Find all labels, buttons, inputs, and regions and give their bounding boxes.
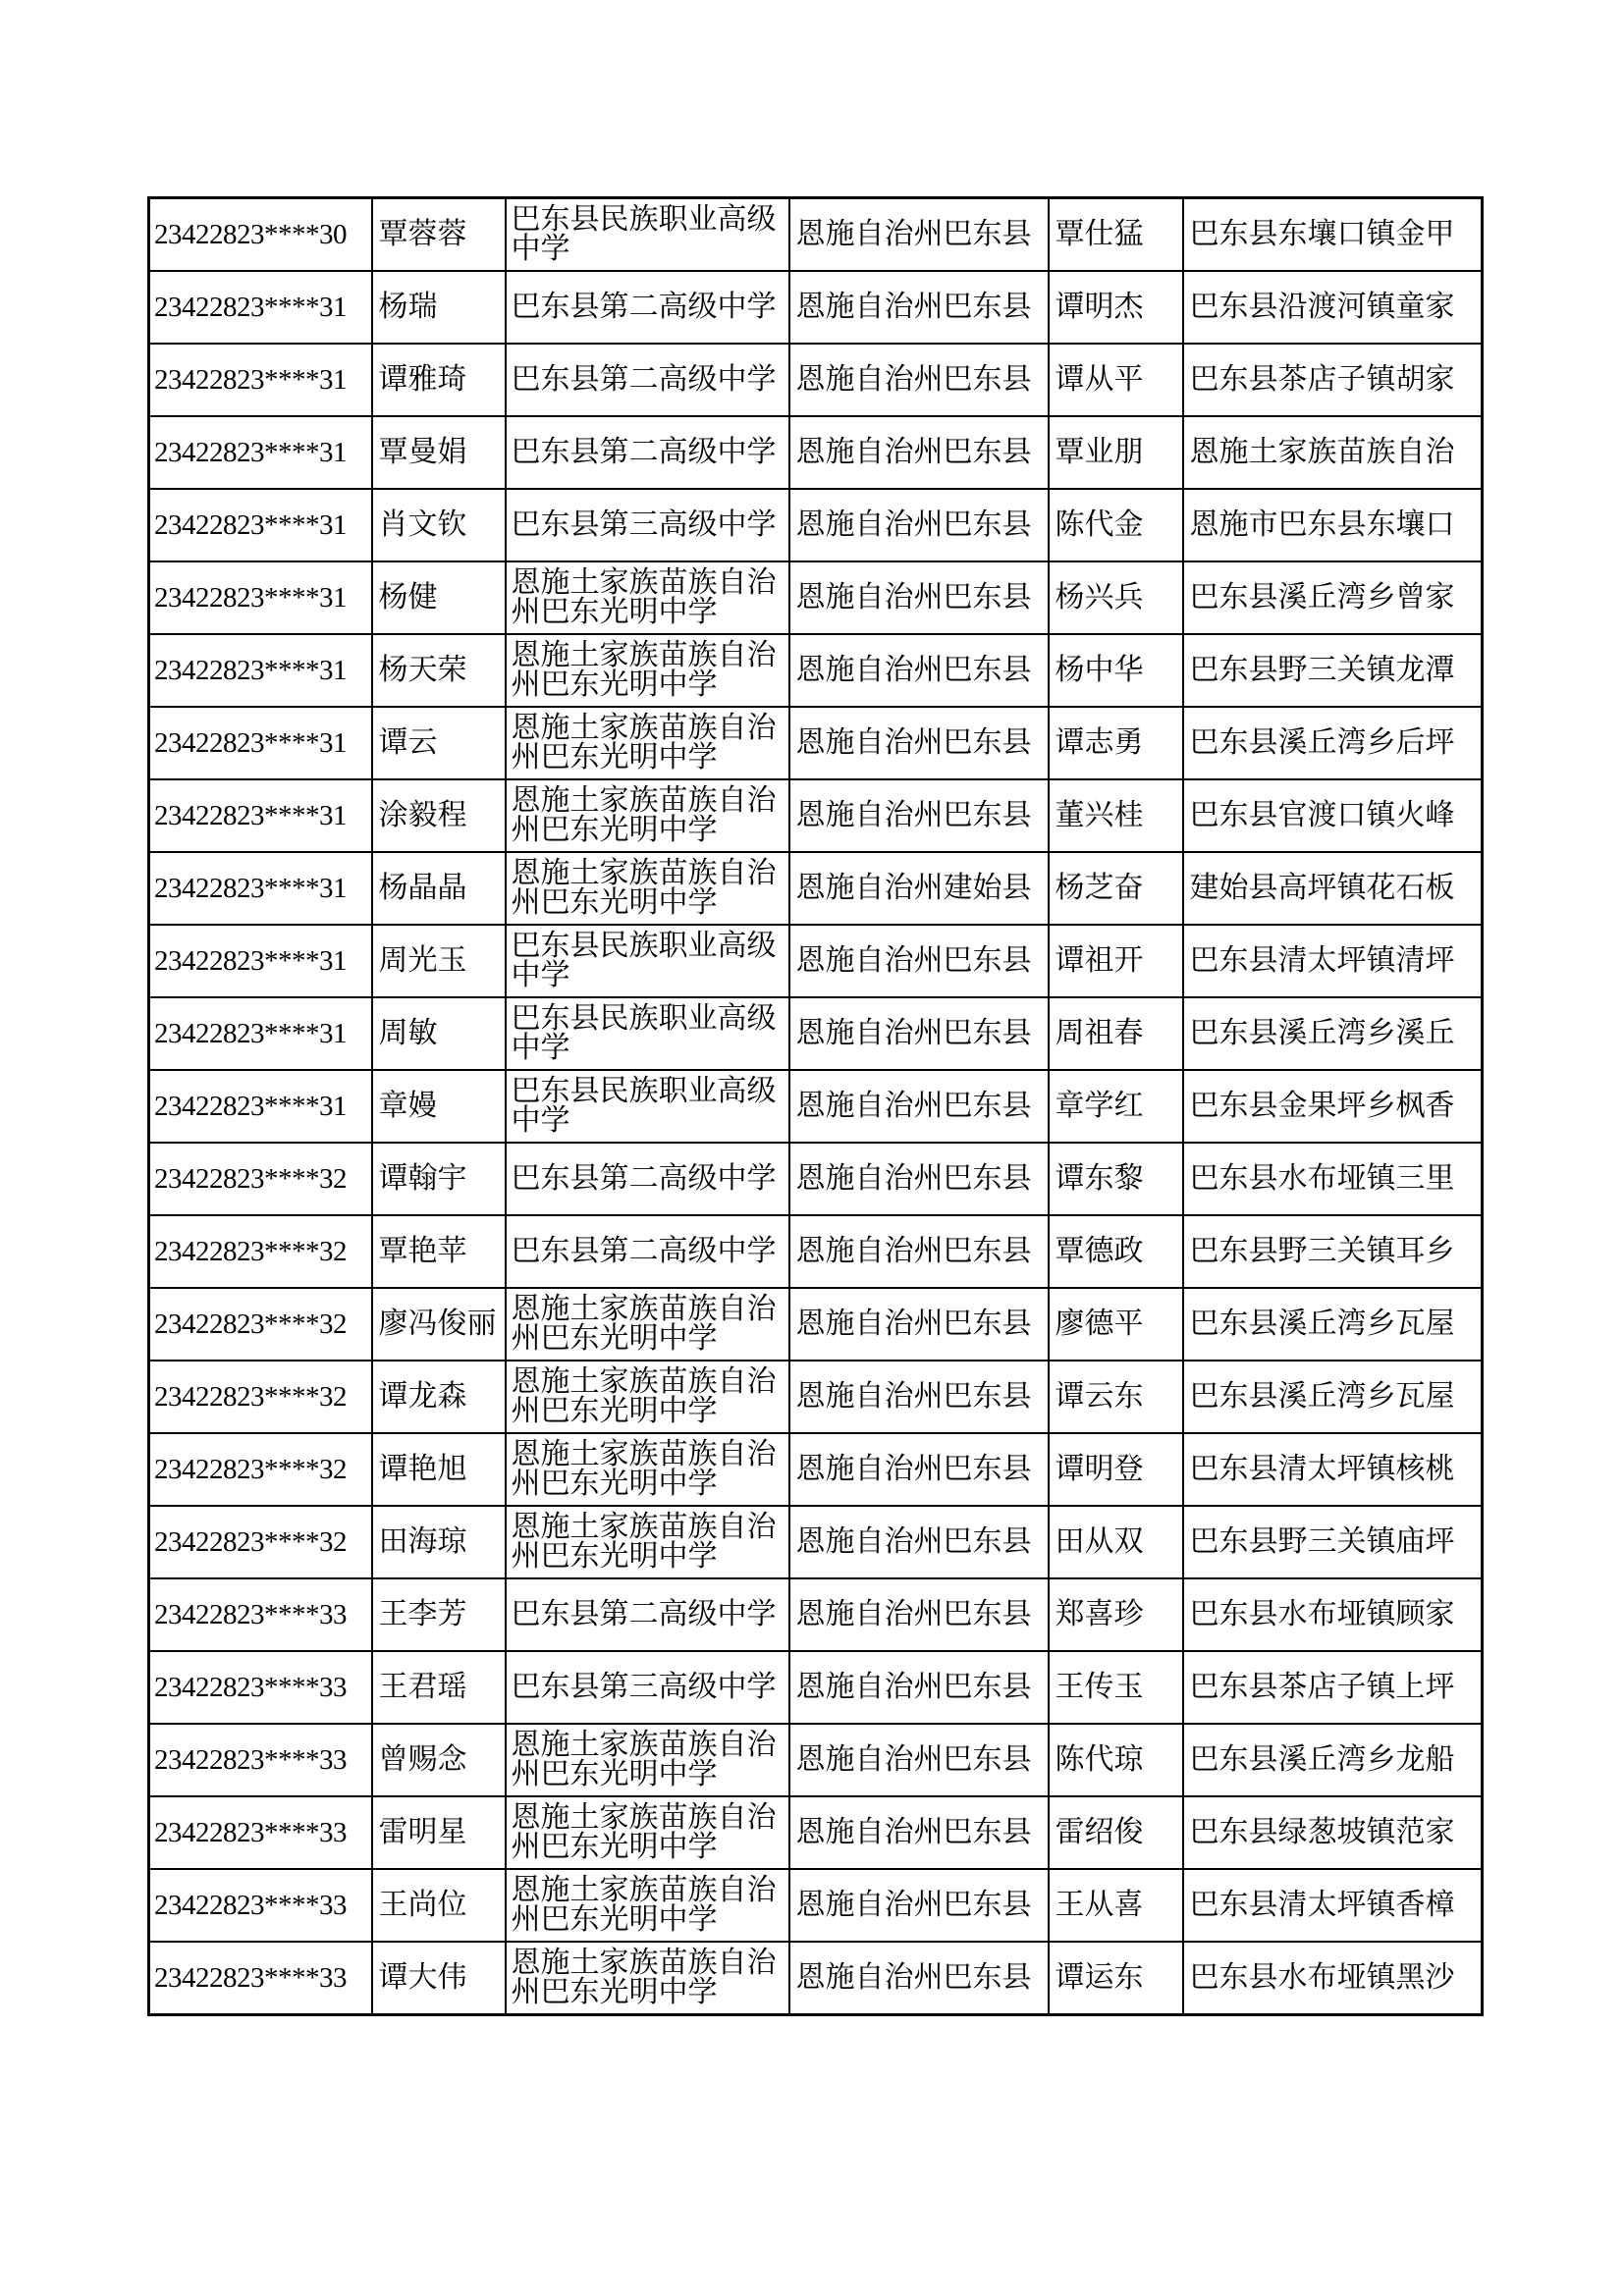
address-cell: 巴东县清太坪镇香樟: [1183, 1869, 1483, 1942]
student-name-cell: 涂毅程: [372, 779, 506, 852]
address-cell: 巴东县野三关镇耳乡: [1183, 1215, 1483, 1288]
address-cell: 巴东县水布垭镇三里: [1183, 1143, 1483, 1215]
student-name-cell: 覃曼娟: [372, 416, 506, 489]
address-cell: 巴东县溪丘湾乡曾家: [1183, 561, 1483, 634]
address-cell: 恩施市巴东县东壤口: [1183, 489, 1483, 561]
table-row: [149, 1869, 1483, 1942]
region-cell: 恩施自治州巴东县: [789, 634, 1049, 707]
address-cell: 巴东县野三关镇龙潭: [1183, 634, 1483, 707]
school-cell: 巴东县第二高级中学: [506, 344, 789, 416]
guardian-name-cell: 章学红: [1049, 1070, 1183, 1143]
id-number-cell: 23422823****31: [149, 779, 372, 852]
id-number-cell: 23422823****33: [149, 1724, 372, 1796]
student-name-cell: 雷明星: [372, 1796, 506, 1869]
table-row: [149, 925, 1483, 997]
address-cell: 巴东县溪丘湾乡龙船: [1183, 1724, 1483, 1796]
table-row: [149, 1796, 1483, 1869]
school-cell: 巴东县第二高级中学: [506, 271, 789, 344]
address-cell: 巴东县溪丘湾乡后坪: [1183, 707, 1483, 779]
table-row: [149, 1942, 1483, 2015]
id-number-cell: 23422823****32: [149, 1506, 372, 1578]
address-cell: 巴东县水布垭镇顾家: [1183, 1578, 1483, 1651]
student-name-cell: 田海琼: [372, 1506, 506, 1578]
school-cell: 巴东县第二高级中学: [506, 1215, 789, 1288]
student-name-cell: 覃艳苹: [372, 1215, 506, 1288]
guardian-name-cell: 周祖春: [1049, 997, 1183, 1070]
id-number-cell: 23422823****31: [149, 344, 372, 416]
guardian-name-cell: 谭云东: [1049, 1361, 1183, 1433]
id-number-cell: 23422823****33: [149, 1578, 372, 1651]
id-number-cell: 23422823****31: [149, 852, 372, 925]
student-roster-table: [147, 196, 1484, 2016]
id-number-cell: 23422823****31: [149, 271, 372, 344]
student-name-cell: 覃蓉蓉: [372, 198, 506, 272]
id-number-cell: 23422823****33: [149, 1869, 372, 1942]
address-cell: 巴东县清太坪镇清坪: [1183, 925, 1483, 997]
table-row: [149, 852, 1483, 925]
address-cell: 建始县高坪镇花石板: [1183, 852, 1483, 925]
id-number-cell: 23422823****31: [149, 925, 372, 997]
guardian-name-cell: 董兴桂: [1049, 779, 1183, 852]
id-number-cell: 23422823****30: [149, 198, 372, 272]
table-row: [149, 1215, 1483, 1288]
region-cell: 恩施自治州巴东县: [789, 925, 1049, 997]
id-number-cell: 23422823****31: [149, 707, 372, 779]
region-cell: 恩施自治州巴东县: [789, 1143, 1049, 1215]
student-name-cell: 曾赐念: [372, 1724, 506, 1796]
address-cell: 巴东县溪丘湾乡溪丘: [1183, 997, 1483, 1070]
guardian-name-cell: 谭祖开: [1049, 925, 1183, 997]
region-cell: 恩施自治州巴东县: [789, 416, 1049, 489]
guardian-name-cell: 覃仕猛: [1049, 198, 1183, 272]
school-cell: 巴东县第二高级中学: [506, 416, 789, 489]
school-cell: 恩施土家族苗族自治州巴东光明中学: [506, 1361, 789, 1433]
guardian-name-cell: 谭明杰: [1049, 271, 1183, 344]
id-number-cell: 23422823****32: [149, 1215, 372, 1288]
region-cell: 恩施自治州巴东县: [789, 779, 1049, 852]
guardian-name-cell: 谭从平: [1049, 344, 1183, 416]
guardian-name-cell: 廖德平: [1049, 1288, 1183, 1361]
student-name-cell: 周敏: [372, 997, 506, 1070]
guardian-name-cell: 谭志勇: [1049, 707, 1183, 779]
table-row: [149, 997, 1483, 1070]
id-number-cell: 23422823****32: [149, 1143, 372, 1215]
guardian-name-cell: 杨兴兵: [1049, 561, 1183, 634]
guardian-name-cell: 陈代金: [1049, 489, 1183, 561]
table-row: [149, 707, 1483, 779]
region-cell: 恩施自治州巴东县: [789, 1942, 1049, 2015]
guardian-name-cell: 谭明登: [1049, 1433, 1183, 1506]
table-row: [149, 1143, 1483, 1215]
address-cell: 巴东县沿渡河镇童家: [1183, 271, 1483, 344]
school-cell: 恩施土家族苗族自治州巴东光明中学: [506, 1796, 789, 1869]
student-name-cell: 谭云: [372, 707, 506, 779]
school-cell: 恩施土家族苗族自治州巴东光明中学: [506, 779, 789, 852]
student-name-cell: 谭艳旭: [372, 1433, 506, 1506]
region-cell: 恩施自治州巴东县: [789, 344, 1049, 416]
id-number-cell: 23422823****32: [149, 1433, 372, 1506]
region-cell: 恩施自治州巴东县: [789, 1869, 1049, 1942]
id-number-cell: 23422823****31: [149, 561, 372, 634]
region-cell: 恩施自治州巴东县: [789, 489, 1049, 561]
region-cell: 恩施自治州巴东县: [789, 1506, 1049, 1578]
table-row: [149, 1651, 1483, 1724]
school-cell: 恩施土家族苗族自治州巴东光明中学: [506, 1724, 789, 1796]
region-cell: 恩施自治州巴东县: [789, 997, 1049, 1070]
table-row: [149, 416, 1483, 489]
region-cell: 恩施自治州巴东县: [789, 1288, 1049, 1361]
student-name-cell: 杨天荣: [372, 634, 506, 707]
table-row: [149, 779, 1483, 852]
address-cell: 巴东县绿葱坡镇范家: [1183, 1796, 1483, 1869]
school-cell: 恩施土家族苗族自治州巴东光明中学: [506, 707, 789, 779]
school-cell: 巴东县民族职业高级中学: [506, 1070, 789, 1143]
school-cell: 恩施土家族苗族自治州巴东光明中学: [506, 634, 789, 707]
student-name-cell: 杨健: [372, 561, 506, 634]
region-cell: 恩施自治州建始县: [789, 852, 1049, 925]
address-cell: 巴东县野三关镇庙坪: [1183, 1506, 1483, 1578]
region-cell: 恩施自治州巴东县: [789, 1578, 1049, 1651]
school-cell: 恩施土家族苗族自治州巴东光明中学: [506, 1942, 789, 2015]
school-cell: 恩施土家族苗族自治州巴东光明中学: [506, 852, 789, 925]
address-cell: 巴东县东壤口镇金甲: [1183, 198, 1483, 272]
student-name-cell: 肖文钦: [372, 489, 506, 561]
table-row: [149, 1361, 1483, 1433]
school-cell: 恩施土家族苗族自治州巴东光明中学: [506, 1869, 789, 1942]
region-cell: 恩施自治州巴东县: [789, 198, 1049, 272]
address-cell: 恩施土家族苗族自治: [1183, 416, 1483, 489]
table-row: [149, 489, 1483, 561]
table-row: [149, 198, 1483, 272]
school-cell: 恩施土家族苗族自治州巴东光明中学: [506, 1506, 789, 1578]
guardian-name-cell: 覃业朋: [1049, 416, 1183, 489]
student-name-cell: 王尚位: [372, 1869, 506, 1942]
guardian-name-cell: 郑喜珍: [1049, 1578, 1183, 1651]
id-number-cell: 23422823****31: [149, 997, 372, 1070]
id-number-cell: 23422823****31: [149, 634, 372, 707]
address-cell: 巴东县溪丘湾乡瓦屋: [1183, 1361, 1483, 1433]
region-cell: 恩施自治州巴东县: [789, 1796, 1049, 1869]
region-cell: 恩施自治州巴东县: [789, 1724, 1049, 1796]
school-cell: 恩施土家族苗族自治州巴东光明中学: [506, 561, 789, 634]
region-cell: 恩施自治州巴东县: [789, 1215, 1049, 1288]
guardian-name-cell: 覃德政: [1049, 1215, 1183, 1288]
address-cell: 巴东县金果坪乡枫香: [1183, 1070, 1483, 1143]
id-number-cell: 23422823****31: [149, 416, 372, 489]
school-cell: 巴东县第三高级中学: [506, 489, 789, 561]
school-cell: 巴东县民族职业高级中学: [506, 997, 789, 1070]
guardian-name-cell: 谭运东: [1049, 1942, 1183, 2015]
school-cell: 恩施土家族苗族自治州巴东光明中学: [506, 1288, 789, 1361]
school-cell: 巴东县第二高级中学: [506, 1578, 789, 1651]
id-number-cell: 23422823****33: [149, 1942, 372, 2015]
student-name-cell: 王君瑶: [372, 1651, 506, 1724]
guardian-name-cell: 王传玉: [1049, 1651, 1183, 1724]
roster-body: [149, 198, 1483, 2015]
student-name-cell: 王李芳: [372, 1578, 506, 1651]
table-row: [149, 634, 1483, 707]
address-cell: 巴东县茶店子镇胡家: [1183, 344, 1483, 416]
table-row: [149, 271, 1483, 344]
table-row: [149, 1578, 1483, 1651]
guardian-name-cell: 杨中华: [1049, 634, 1183, 707]
student-name-cell: 章嫚: [372, 1070, 506, 1143]
student-name-cell: 杨晶晶: [372, 852, 506, 925]
region-cell: 恩施自治州巴东县: [789, 1070, 1049, 1143]
student-name-cell: 谭翰宇: [372, 1143, 506, 1215]
address-cell: 巴东县官渡口镇火峰: [1183, 779, 1483, 852]
id-number-cell: 23422823****33: [149, 1651, 372, 1724]
student-name-cell: 谭雅琦: [372, 344, 506, 416]
table-row: [149, 1724, 1483, 1796]
region-cell: 恩施自治州巴东县: [789, 271, 1049, 344]
student-name-cell: 谭大伟: [372, 1942, 506, 2015]
table-row: [149, 344, 1483, 416]
guardian-name-cell: 谭东黎: [1049, 1143, 1183, 1215]
guardian-name-cell: 杨芝奋: [1049, 852, 1183, 925]
region-cell: 恩施自治州巴东县: [789, 707, 1049, 779]
table-row: [149, 1506, 1483, 1578]
region-cell: 恩施自治州巴东县: [789, 1361, 1049, 1433]
student-name-cell: 谭龙森: [372, 1361, 506, 1433]
table-row: [149, 1288, 1483, 1361]
student-name-cell: 杨瑞: [372, 271, 506, 344]
region-cell: 恩施自治州巴东县: [789, 1651, 1049, 1724]
address-cell: 巴东县清太坪镇核桃: [1183, 1433, 1483, 1506]
school-cell: 巴东县民族职业高级中学: [506, 925, 789, 997]
id-number-cell: 23422823****32: [149, 1288, 372, 1361]
guardian-name-cell: 陈代琼: [1049, 1724, 1183, 1796]
address-cell: 巴东县水布垭镇黑沙: [1183, 1942, 1483, 2015]
guardian-name-cell: 田从双: [1049, 1506, 1183, 1578]
school-cell: 巴东县第二高级中学: [506, 1143, 789, 1215]
id-number-cell: 23422823****33: [149, 1796, 372, 1869]
address-cell: 巴东县茶店子镇上坪: [1183, 1651, 1483, 1724]
id-number-cell: 23422823****31: [149, 1070, 372, 1143]
region-cell: 恩施自治州巴东县: [789, 1433, 1049, 1506]
school-cell: 巴东县第三高级中学: [506, 1651, 789, 1724]
student-name-cell: 廖冯俊丽: [372, 1288, 506, 1361]
table-row: [149, 1433, 1483, 1506]
address-cell: 巴东县溪丘湾乡瓦屋: [1183, 1288, 1483, 1361]
student-name-cell: 周光玉: [372, 925, 506, 997]
id-number-cell: 23422823****32: [149, 1361, 372, 1433]
id-number-cell: 23422823****31: [149, 489, 372, 561]
guardian-name-cell: 王从喜: [1049, 1869, 1183, 1942]
guardian-name-cell: 雷绍俊: [1049, 1796, 1183, 1869]
school-cell: 恩施土家族苗族自治州巴东光明中学: [506, 1433, 789, 1506]
region-cell: 恩施自治州巴东县: [789, 561, 1049, 634]
school-cell: 巴东县民族职业高级中学: [506, 198, 789, 272]
table-row: [149, 1070, 1483, 1143]
table-row: [149, 561, 1483, 634]
